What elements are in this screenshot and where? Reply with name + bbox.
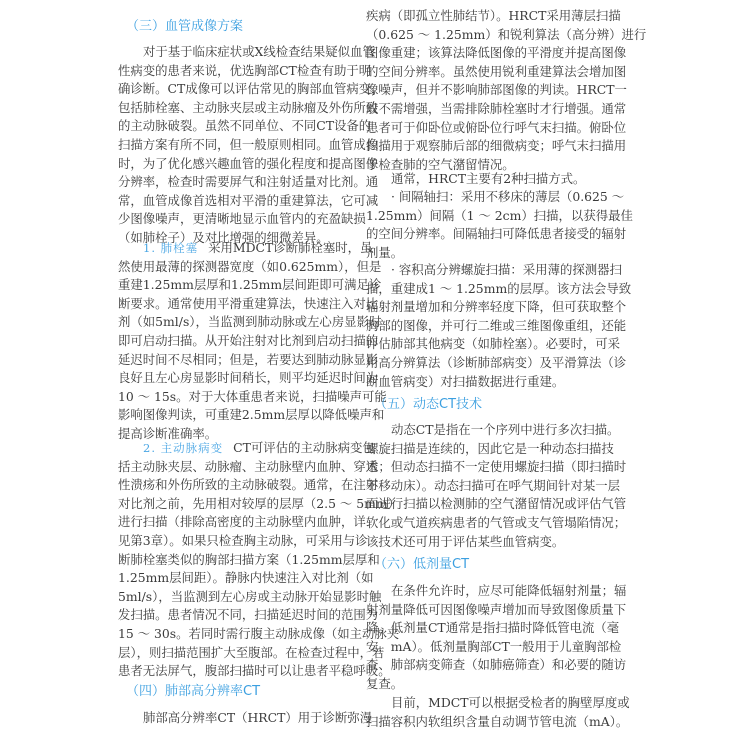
paragraph [366, 582, 627, 694]
paragraph [366, 170, 606, 189]
text-line: 复查。 [366, 675, 404, 691]
text-line: 进行扫描（排除高密度的主动脉壁内血肿，详 [118, 514, 366, 530]
text-line: 辐射剂量增加和分辨率轻度下降，但可获取整个 [366, 299, 627, 315]
text-line: 断血管病变）对扫描数据进行重建。 [366, 373, 565, 389]
text-line: 影响图像判读，可重建2.5mm层厚以降低噪声和 [118, 407, 385, 423]
text-line: 时，为了优化感兴趣血管的强化程度和提高图像 [118, 155, 379, 171]
text-line: 患者可于仰卧位或俯卧位行呼气末扫描。俯卧位 [366, 119, 627, 135]
text-line: 安，mA）。低剂量胸部CT一般用于儿童胸部检 [366, 638, 622, 654]
text-line: · 间隔轴扫：采用不移床的薄层（0.625 ～ [391, 189, 625, 204]
text-line: 然使用最薄的探测器宽度（如0.625mm），但是 [118, 258, 382, 274]
text-line: 描，重建成1 ～ 1.25mm的层厚。该方法会导致 [366, 280, 632, 296]
text-line: 软化或气道疾病患者的气管或支气管塌陷情况； [366, 514, 627, 530]
text-line: 图像重建；该算法降低图像的平滑度并提高图像 [366, 45, 627, 61]
subsection-label: 1. 肺栓塞 [143, 241, 199, 255]
text-line: 性溃疡和外伤所致的主动脉破裂。通常，在注射 [118, 477, 379, 493]
text-line-content: 采用MDCT诊断肺栓塞时，虽 [208, 240, 373, 255]
paragraph [118, 709, 373, 728]
text-line: 该技术还可用于评估某些血管病变。 [366, 533, 565, 549]
text-line: 肺部高分辨率CT（HRCT）用于诊断弥漫 [143, 710, 373, 725]
text-line: 射剂量降低可因图像噪声增加而导致图像质量下 [366, 601, 627, 617]
text-line: 括主动脉夹层、动脉瘤、主动脉壁内血肿、穿透 [118, 458, 379, 474]
text-line: 目前，MDCT可以根据受检者的胸壁厚度或 [391, 695, 630, 710]
text-line: 般不需增强，当需排除肺栓塞时才行增强。通常 [366, 100, 627, 116]
text-line: 确诊断。CT成像可以评估常见的胸部血管病变， [118, 81, 384, 97]
section-heading-text: （四）肺部高分辨率CT [126, 684, 261, 699]
text-line: 5ml/s），当监测到左心房或主动脉开始显影时触 [118, 588, 382, 604]
text-line: 疾病（即孤立性肺结节）。HRCT采用薄层扫描 [366, 8, 621, 23]
text-line: 扫描方案有所不同，但一般原则相同。血管成像 [118, 136, 379, 152]
text-line: 术；但动态扫描不一定使用螺旋扫描（即扫描时 [366, 459, 627, 475]
text-line: 面进行扫描以检测肺的空气潴留情况或评估气管 [366, 496, 627, 512]
text-line: 查、肺部病变筛查（如肺癌筛查）和必要的随访 [366, 657, 627, 673]
paragraph [366, 7, 647, 174]
text-line: 10 ～ 15s。对于大体重患者来说，扫描噪声可能 [118, 388, 387, 404]
text-line: 评估肺部其他病变（如肺栓塞）。必要时，可采 [366, 336, 621, 352]
text-line: 螺旋扫描是连续的，因此它是一种动态扫描技 [366, 440, 614, 456]
text-line: （如肺栓子）及对比增强的细微差异。 [118, 229, 329, 245]
text-line: 常，血管成像首选相对平滑的重建算法，它可减 [118, 192, 379, 208]
text-line: 剂（如5ml/s），当监测到肺动脉或左心房显影时 [118, 314, 382, 330]
text-line: 降。低剂量CT通常是指扫描时降低管电流（毫 [366, 620, 620, 636]
text-line: 良好且左心房显影时间稍长，则平均延迟时间为 [118, 370, 379, 386]
bullet-paragraph [366, 188, 633, 262]
text-line: 少图像噪声，更清晰地显示血管内的充盈缺损 [118, 211, 366, 227]
text-line: 的主动脉破裂。虽然不同单位、不同CT设备的 [118, 118, 372, 134]
text-line: 即可启动扫描。从开始注射对比剂到启动扫描的 [118, 332, 379, 348]
text-line: 胸部的图像，并可行二维或三维图像重组，还能 [366, 317, 627, 333]
text-line: 动态CT是指在一个序列中进行多次扫描。 [391, 422, 620, 437]
text-line [118, 439, 375, 458]
text-line: 15 ～ 30s。若同时需行腹主动脉成像（如主动脉夹 [118, 625, 400, 641]
text-line: 像噪声，但并不影响肺部图像的判读。HRCT一 [366, 82, 627, 98]
subsection-label: 2. 主动脉病变 [143, 441, 224, 455]
section-heading [366, 555, 606, 575]
text-line [118, 239, 373, 258]
section-heading [118, 682, 355, 702]
text-line: 的空间分辨率。间隔轴扫可降低患者接受的辐射 [366, 226, 627, 242]
text-line: 1.25mm）间隔（1 ～ 2cm）扫描，以获得最佳 [366, 207, 633, 223]
paragraph [118, 439, 400, 681]
section-heading-text: （五）动态CT技术 [374, 397, 483, 412]
text-line: 患者无法屏气，腹部扫描时可以让患者平稳呼吸。 [118, 663, 391, 679]
text-line: 扫描容积内软组织含量自动调节管电流（mA）。 [366, 713, 629, 729]
text-line: 断肺栓塞类似的胸部扫描方案（1.25mm层厚和 [118, 551, 380, 567]
text-line: 层），则扫描范围扩大至腹部。在检查过程中，若 [118, 644, 385, 660]
paragraph [366, 694, 630, 731]
text-line: 重建1.25mm层厚和1.25mm层间距即可满足诊 [118, 277, 382, 293]
section-heading [118, 17, 355, 37]
section-heading-text: （六）低剂量CT [374, 557, 470, 572]
text-line: 在条件允许时，应尽可能降低辐射剂量；辐 [391, 583, 627, 598]
text-line: 扫描用于观察肺后部的细微病变；呼气末扫描用 [366, 138, 627, 154]
text-line: 延迟时间不尽相同；但是，若要达到肺动脉显影 [118, 351, 379, 367]
text-line: 断要求。通常使用平滑重建算法，快速注入对比 [118, 295, 379, 311]
section-heading [366, 395, 606, 415]
text-line: 分辨率，检查时需要屏气和注射适量对比剂。通 [118, 174, 379, 190]
text-line: 对于基于临床症状或X线检查结果疑似血管 [143, 44, 375, 59]
text-line: 包括肺栓塞、主动脉夹层或主动脉瘤及外伤所致 [118, 99, 379, 115]
text-line: · 容积高分辨螺旋扫描：采用薄的探测器扫 [391, 262, 622, 277]
text-line: 通常，HRCT主要有2种扫描方式。 [391, 171, 586, 186]
text-line: 性病变的患者来说，优选胸部CT检查有助于明 [118, 62, 372, 78]
text-line-content: CT可评估的主动脉病变包 [233, 440, 375, 455]
section-heading-text: （三）血管成像方案 [126, 19, 244, 34]
bullet-paragraph [366, 261, 632, 391]
text-line: 用高分辨算法（诊断肺部病变）及平滑算法（诊 [366, 354, 627, 370]
text-line: 1.25mm层间距）。静脉内快速注入对比剂（如 [118, 570, 374, 586]
text-line: 不移动床）。动态扫描可在呼气期间针对某一层 [366, 477, 621, 493]
text-line: 对比剂之前，先用相对较厚的层厚（2.5 ～ 5mm） [118, 495, 400, 511]
text-line: 剂量。 [366, 244, 404, 260]
text-line: 的空间分辨率。虽然使用锐利重建算法会增加图 [366, 63, 627, 79]
text-line: 提高诊断准确率。 [118, 425, 218, 441]
paragraph [366, 421, 627, 551]
text-line: （0.625 ～ 1.25mm）和锐利算法（高分辨）进行 [366, 26, 647, 42]
text-line: 发扫描。患者情况不同，扫描延迟时间的范围为 [118, 607, 379, 623]
text-line: 于检查肺的空气潴留情况。 [366, 156, 515, 172]
text-line: 见第3章）。如果只检查胸主动脉，可采用与诊 [118, 532, 368, 548]
